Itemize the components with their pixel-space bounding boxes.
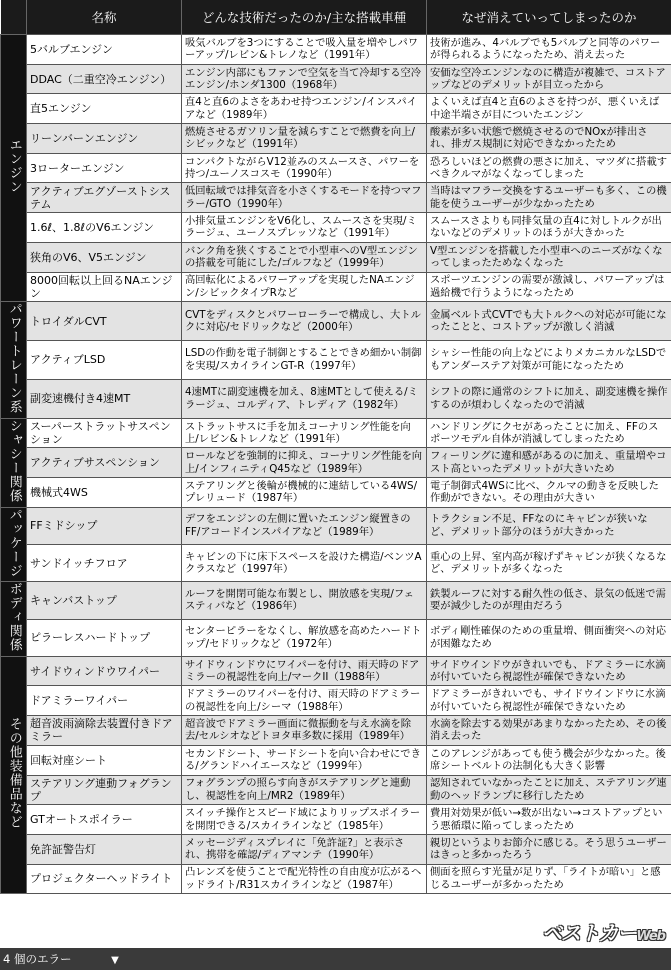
reason-cell: シフトの際に通常のシフトに加え、副変速機を操作するのが煩わしくなったので消滅 bbox=[427, 379, 671, 418]
tech-cell: サイドウィンドウにワイパーを付け、雨天時のドアミラーの視認性を向上/マークII（1988年） bbox=[182, 656, 427, 686]
table-body bbox=[1, 35, 671, 894]
category-label: ボディ関係 bbox=[7, 582, 20, 652]
tech-cell: 燃焼させるガソリン量を減らすことで燃費を向上/シビックなど（1991年） bbox=[182, 124, 427, 154]
bestcar-web-watermark: ベストカーWeb bbox=[542, 917, 665, 946]
table-row bbox=[1, 864, 671, 894]
table-row bbox=[1, 94, 671, 124]
tech-cell: エンジン内部にもファンで空気を当て冷却する空冷エンジン/ホンダ1300（1968年） bbox=[182, 64, 427, 94]
table-header-row bbox=[1, 0, 671, 35]
name-cell: ステアリング連動フォグランプ bbox=[27, 775, 182, 805]
tech-cell: 直4と直6のよさをあわせ持つエンジン/インスパイアなど（1989年） bbox=[182, 94, 427, 124]
name-cell: プロジェクターヘッドライト bbox=[27, 864, 182, 894]
name-cell: トロイダルCVT bbox=[27, 302, 182, 341]
table-row bbox=[1, 124, 671, 154]
table-row bbox=[1, 302, 671, 341]
error-status-bar[interactable] bbox=[0, 948, 671, 970]
table-row bbox=[1, 656, 671, 686]
name-cell: スーパーストラットサスペンション bbox=[27, 418, 182, 448]
name-cell: DDAC（二重空冷エンジン） bbox=[27, 64, 182, 94]
category-cell bbox=[1, 302, 27, 419]
category-cell bbox=[1, 418, 27, 507]
reason-cell: 鉄製ルーフに対する耐久性の低さ、景気の低迷で需要が減少したのが理由だろう bbox=[427, 582, 671, 619]
tech-cell: 吸気バルブを3つにすることで吸入量を増やしパワーアップ/レビン&トレノなど（1991年） bbox=[182, 35, 427, 65]
reason-cell: スポーツエンジンの需要が激減し、パワーアップは過給機で行うようになったため bbox=[427, 272, 671, 302]
tech-cell: ロールなどを強制的に抑え、コーナリング性能を向上/インフィニティQ45など（1989年） bbox=[182, 448, 427, 478]
reason-cell: フィーリングに違和感があるのに加え、重量増やコスト高といったデメリットが大きいため bbox=[427, 448, 671, 478]
category-cell bbox=[1, 35, 27, 302]
reason-cell: 酸素が多い状態で燃焼させるのでNOxが排出され、排ガス規制に対応できなかったため bbox=[427, 124, 671, 154]
table-row bbox=[1, 775, 671, 805]
error-count-text: 4 個のエラー bbox=[0, 952, 71, 966]
reason-cell: V型エンジンを搭載した小型車へのニーズがなくなってしまったためなくなった bbox=[427, 242, 671, 272]
tech-cell: バンク角を狭くすることで小型車へのV型エンジンの搭載を可能にした/ゴルフなど（1999年） bbox=[182, 242, 427, 272]
reason-cell: このアレンジがあっても使う機会が少なかった。後席シートベルトの法制化も大きく影響 bbox=[427, 745, 671, 775]
table-row bbox=[1, 716, 671, 746]
name-cell: キャンバストップ bbox=[27, 582, 182, 619]
tech-cell: ドアミラーのワイパーを付け、雨天時のドアミラーの視認性を向上/シーマ（1988年） bbox=[182, 686, 427, 716]
category-cell bbox=[1, 507, 27, 582]
reason-cell: 当時はマフラー交換をするユーザーも多く、この機能を使うユーザーが少なかったため bbox=[427, 183, 671, 213]
table-row bbox=[1, 272, 671, 302]
name-cell: 8000回転以上回るNAエンジン bbox=[27, 272, 182, 302]
name-cell: アクティブLSD bbox=[27, 341, 182, 380]
tech-cell: 高回転化によるパワーアップを実現したNAエンジン/シビックタイプRなど bbox=[182, 272, 427, 302]
reason-cell: 安価な空冷エンジンなのに構造が複雑で、コストアップなどのデメリットが目立ったから bbox=[427, 64, 671, 94]
table-row bbox=[1, 834, 671, 864]
category-cell bbox=[1, 582, 27, 657]
table-row bbox=[1, 379, 671, 418]
name-cell: GTオートスポイラー bbox=[27, 805, 182, 835]
name-cell: アクティブエグゾーストシステム bbox=[27, 183, 182, 213]
header-category bbox=[1, 0, 27, 35]
reason-cell: 側面を照らす光量が足りず、「ライトが暗い」と感じるユーザーが多かったため bbox=[427, 864, 671, 894]
table-row bbox=[1, 686, 671, 716]
reason-cell: 恐ろしいほどの燃費の悪さに加え、マツダに搭載すべきクルマがなくなってしまった bbox=[427, 153, 671, 183]
reason-cell: よくいえば直4と直6のよさを持つが、悪くいえば中途半端さが目についたエンジン bbox=[427, 94, 671, 124]
tech-cell: 凸レンズを使うことで配光特性の自由度が広がるヘッドライト/R31スカイラインなど（1987年） bbox=[182, 864, 427, 894]
name-cell: アクティブサスペンション bbox=[27, 448, 182, 478]
tech-cell: 小排気量エンジンをV6化し、スムースさを実現/ミラージュ、ユーノスプレッソなど（1991年） bbox=[182, 213, 427, 243]
name-cell: ドアミラーワイパー bbox=[27, 686, 182, 716]
name-cell: サイドウィンドウワイパー bbox=[27, 656, 182, 686]
reason-cell: 金属ベルト式CVTでも大トルクへの対応が可能になったことと、コストアップが激しく消滅 bbox=[427, 302, 671, 341]
reason-cell: 親切というよりお節介に感じる。そう思うユーザーはきっと多かったろう bbox=[427, 834, 671, 864]
table-row bbox=[1, 213, 671, 243]
tech-cell: セカンドシート、サードシートを向い合わせにできる/グランドハイエースなど（1999年） bbox=[182, 745, 427, 775]
tech-cell: ルーフを開閉可能な布製とし、開放感を実現/フェスティバなど（1986年） bbox=[182, 582, 427, 619]
table-row bbox=[1, 418, 671, 448]
reason-cell: ドアミラーがきれいでも、サイドウインドウに水滴が付いていたら視認性が確保できないため bbox=[427, 686, 671, 716]
tech-cell: 4速MTに副変速機を加え、8速MTとして使える/ミラージュ、コルディア、トレディア（1982年） bbox=[182, 379, 427, 418]
table-row bbox=[1, 64, 671, 94]
tech-cell: デフをエンジンの左側に置いたエンジン縦置きのFF/アコードインスパイアなど（1989年） bbox=[182, 507, 427, 544]
tech-cell: 低回転域では排気音を小さくするモードを持つマフラー/GTO（1990年） bbox=[182, 183, 427, 213]
name-cell: ピラーレスハードトップ bbox=[27, 619, 182, 656]
table-row bbox=[1, 619, 671, 656]
name-cell: 狭角のV6、V5エンジン bbox=[27, 242, 182, 272]
reason-cell: 水滴を除去する効果があまりなかったため、その後消え去った bbox=[427, 716, 671, 746]
reason-cell: サイドウインドウがきれいでも、ドアミラーに水滴が付いていたら視認性が確保できないため bbox=[427, 656, 671, 686]
category-label: パワートレーン系 bbox=[7, 302, 20, 414]
name-cell: 超音波雨滴除去装置付きドアミラー bbox=[27, 716, 182, 746]
header-reason: なぜ消えていってしまったのか bbox=[427, 0, 671, 35]
reason-cell: 認知されていなかったことに加え、ステアリング連動のヘッドランプに移行したため bbox=[427, 775, 671, 805]
category-label: シャシー関係 bbox=[7, 419, 20, 503]
name-cell: 機械式4WS bbox=[27, 478, 182, 508]
reason-cell: スムースさよりも同排気量の直4に対しトルクが出ないなどのデメリットのほうが大きかった bbox=[427, 213, 671, 243]
tech-cell: キャビンの下に床下スペースを設けた構造/ベンツAクラスなど（1997年） bbox=[182, 545, 427, 582]
tech-cell: CVTをディスクとパワーローラーで構成し、大トルクに対応/セドリックなど（2000年） bbox=[182, 302, 427, 341]
table-row bbox=[1, 341, 671, 380]
name-cell: サンドイッチフロア bbox=[27, 545, 182, 582]
table-row bbox=[1, 805, 671, 835]
tech-cell: メッセージディスプレイに「免許証?」と表示され、携帯を確認/ディアマンテ（1990年） bbox=[182, 834, 427, 864]
table-row bbox=[1, 35, 671, 65]
name-cell: 回転対座シート bbox=[27, 745, 182, 775]
name-cell: 1.6ℓ、1.8ℓのV6エンジン bbox=[27, 213, 182, 243]
name-cell: リーンバーンエンジン bbox=[27, 124, 182, 154]
header-name: 名称 bbox=[27, 0, 182, 35]
reason-cell: ボディ剛性確保のための重量増、側面衝突への対応が困難なため bbox=[427, 619, 671, 656]
tech-cell: 超音波でドアミラー画面に微振動を与え水滴を除去/セルシオなどトヨタ車多数に採用（1989年） bbox=[182, 716, 427, 746]
table-row bbox=[1, 582, 671, 619]
reason-cell: 電子制御式4WSに比べ、クルマの動きを反映した作動ができない。その理由が大きい bbox=[427, 478, 671, 508]
name-cell: 免許証警告灯 bbox=[27, 834, 182, 864]
tech-cell: ステアリングと後輪が機械的に連結している4WS/プレリュード（1987年） bbox=[182, 478, 427, 508]
reason-cell: シャシー性能の向上などによりメカニカルなLSDでもアンダーステア対策が可能になったため bbox=[427, 341, 671, 380]
tech-cell: LSDの作動を電子制御とすることできめ細かい制御を実現/スカイラインGT-R（1997年） bbox=[182, 341, 427, 380]
category-label: パッケージ bbox=[7, 508, 20, 578]
name-cell: 副変速機付き4速MT bbox=[27, 379, 182, 418]
table-row bbox=[1, 478, 671, 508]
table-row bbox=[1, 545, 671, 582]
table-row bbox=[1, 183, 671, 213]
name-cell: 5バルブエンジン bbox=[27, 35, 182, 65]
category-label: エンジン bbox=[7, 138, 20, 194]
table-row bbox=[1, 507, 671, 544]
name-cell: 直5エンジン bbox=[27, 94, 182, 124]
table-row bbox=[1, 745, 671, 775]
tech-cell: コンパクトながらV12並みのスムースさ、パワーを持つ/ユーノスコスモ（1990年） bbox=[182, 153, 427, 183]
header-tech: どんな技術だったのか/主な搭載車種 bbox=[182, 0, 427, 35]
category-label: その他装備品など bbox=[7, 717, 20, 829]
table-row bbox=[1, 153, 671, 183]
chevron-down-icon[interactable]: ▼ bbox=[111, 955, 119, 966]
reason-cell: 費用対効果が低い→数が出ない→コストアップという悪循環に陥ってしまったため bbox=[427, 805, 671, 835]
name-cell: FFミドシップ bbox=[27, 507, 182, 544]
reason-cell: 技術が進み、4バルブでも5バルブと同等のパワーが得られるようになったため、消え去った bbox=[427, 35, 671, 65]
name-cell: 3ローターエンジン bbox=[27, 153, 182, 183]
table-row bbox=[1, 242, 671, 272]
tech-cell: センターピラーをなくし、解放感を高めたハードトップ/セドリックなど（1972年） bbox=[182, 619, 427, 656]
tech-cell: フォグランプの照らす向きがステアリングと連動し、視認性を向上/MR2（1989年） bbox=[182, 775, 427, 805]
category-cell bbox=[1, 656, 27, 894]
reason-cell: ハンドリングにクセがあったことに加え、FFのスポーツモデル自体が消滅してしまったため bbox=[427, 418, 671, 448]
reason-cell: 重心の上昇、室内高が稼げずキャビンが狭くなるなど、デメリットが多くなった bbox=[427, 545, 671, 582]
tech-cell: スイッチ操作とスピード域によりリップスポイラーを開閉できる/スカイラインなど（1985年） bbox=[182, 805, 427, 835]
tech-cell: ストラットサスに手を加えコーナリング性能を向上/レビン&トレノなど（1991年） bbox=[182, 418, 427, 448]
reason-cell: トラクション不足、FFなのにキャビンが狭いなど、デメリット部分のほうが大きかった bbox=[427, 507, 671, 544]
table-row bbox=[1, 448, 671, 478]
